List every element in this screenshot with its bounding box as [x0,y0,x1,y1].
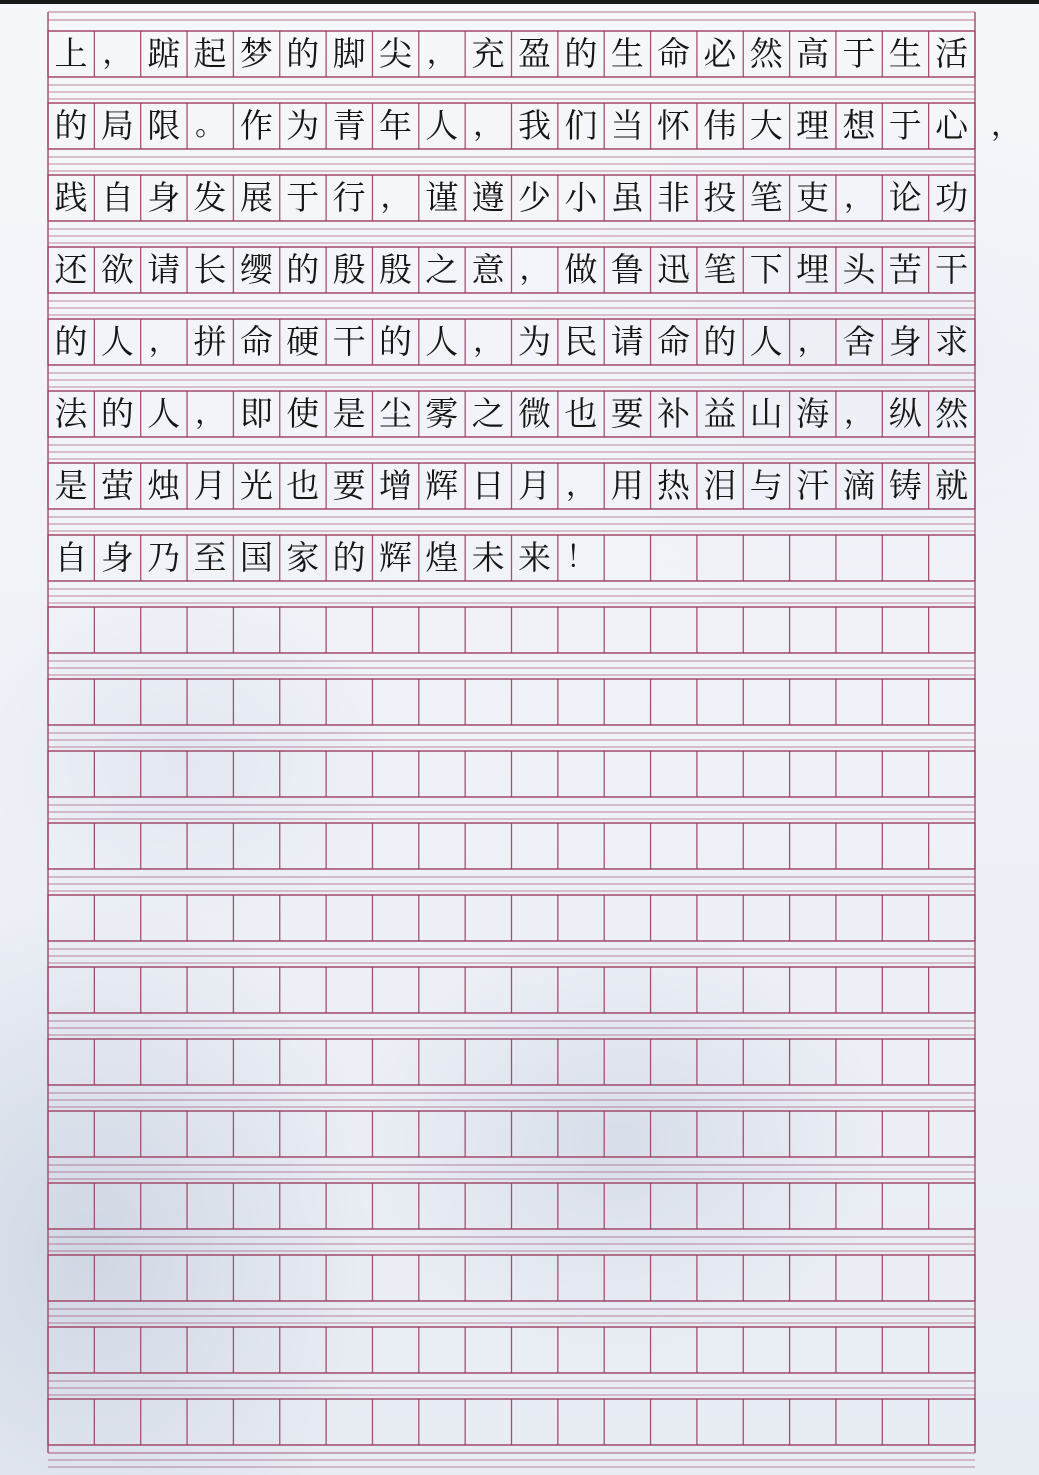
grid-character: 充 [471,34,505,73]
grid-character: 笔 [749,178,783,217]
grid-character: 日 [471,466,505,505]
grid-character: 迅 [657,250,691,289]
grid-character: 青 [332,106,366,145]
grid-character: 乃 [147,538,181,577]
grid-character: 未 [471,538,505,577]
grid-character: 微 [518,394,551,433]
grid-character: 的 [564,34,598,73]
grid-character: 上 [54,34,88,73]
grid-character: 生 [888,34,922,73]
grid-character: 殷 [332,250,366,289]
grid-character: ， [519,252,550,287]
grid-character: 小 [564,178,598,217]
grid-character: 必 [703,34,737,73]
grid-character: 的 [54,106,88,145]
grid-character: 民 [564,322,598,361]
grid-character: 干 [332,322,366,361]
grid-character: 国 [239,538,273,577]
grid-character: 热 [657,466,691,505]
grid-character: 之 [425,250,459,289]
grid-character: 命 [239,322,273,361]
grid-character: ， [148,324,179,359]
grid-character: 谨 [425,178,459,217]
grid-character: 然 [935,394,969,433]
grid-character: 要 [332,466,366,505]
grid-character: 投 [703,178,737,217]
grid-character: 的 [286,34,320,73]
grid-character: ， [797,324,828,359]
grid-character: 伟 [703,106,737,145]
grid-character: 发 [193,178,227,217]
grid-character: ， [195,396,226,431]
grid-character: ， [843,396,874,431]
grid-character: 然 [749,34,783,73]
grid-character: 自 [100,178,134,217]
grid-character: 也 [286,466,320,505]
grid-character: 。 [195,108,226,143]
grid-character: 下 [749,250,783,289]
grid-character: 作 [239,106,273,145]
grid-character: 苦 [888,250,922,289]
grid-character: ， [843,180,874,215]
grid-character: 与 [749,466,783,505]
grid-character: 们 [564,106,598,145]
grid-character: 为 [286,106,320,145]
grid-character: 头 [842,250,876,289]
grid-character: 起 [193,34,227,73]
grid-character: 想 [842,106,876,145]
grid-character: 月 [518,466,551,505]
grid-character: 虽 [610,178,644,217]
grid-character: 遵 [471,178,505,217]
grid-character: ， [426,36,457,71]
grid-character: 是 [54,466,88,505]
grid-character: 的 [703,322,737,361]
grid-character: ， [102,36,133,71]
grid-character: 舍 [842,322,876,361]
grid-character: 用 [610,466,644,505]
grid-character: 萤 [100,466,134,505]
grid-character: 滴 [842,466,876,505]
grid-character: 殷 [378,250,412,289]
grid-character: 来 [518,538,551,577]
grid-character: 山 [749,394,783,433]
grid-character: 怀 [657,106,691,145]
grid-character: 尖 [378,34,412,73]
grid-character: 身 [888,322,922,361]
grid-character: 脚 [332,34,366,73]
grid-character: 身 [100,538,134,577]
grid-character: 理 [796,106,830,145]
grid-character: 身 [147,178,181,217]
grid-character: 生 [610,34,644,73]
grid-character: 局 [100,106,134,145]
grid-character: 就 [935,466,969,505]
grid-character: 请 [147,250,181,289]
grid-character: 自 [54,538,88,577]
grid-character: 当 [610,106,644,145]
grid-character: 的 [54,322,88,361]
grid-character: 命 [657,322,691,361]
grid-character: 高 [796,34,830,73]
grid-character: 拼 [193,322,227,361]
grid-character: 的 [286,250,320,289]
grid-character: 长 [193,250,227,289]
grid-character: 益 [703,394,737,433]
grid-character: ， [473,324,504,359]
grid-character: 为 [518,322,551,361]
grid-character: 展 [239,178,273,217]
grid-character: 意 [471,250,505,289]
grid-character: 即 [239,394,273,433]
grid-character: 欲 [100,250,134,289]
grid-character: 缨 [239,250,273,289]
grid-character: 使 [286,394,320,433]
grid-character: 的 [332,538,366,577]
grid-character: 人 [749,322,783,361]
grid-character: 人 [147,394,181,433]
grid-character: ， [380,180,411,215]
grid-character: 人 [425,106,459,145]
grid-character: 论 [888,178,922,217]
grid-character: 于 [842,34,876,73]
grid-character: 法 [54,394,88,433]
grid-character: 命 [657,34,691,73]
grid-character: 月 [193,466,227,505]
grid-character: 之 [471,394,505,433]
grid-character: 人 [100,322,134,361]
grid-character: 梦 [239,34,273,73]
grid-character: 增 [378,466,412,505]
grid-character: 行 [332,178,366,217]
grid-character: 要 [610,394,644,433]
grid-character: 汗 [796,466,830,505]
grid-character: 年 [378,106,412,145]
grid-character: 也 [564,394,598,433]
grid-character: 埋 [796,250,830,289]
grid-character: 家 [286,538,320,577]
grid-character: 海 [796,394,830,433]
grid-character: ， [565,468,596,503]
grid-character: 辉 [378,538,412,577]
grid-character: 雾 [425,394,459,433]
grid-character: 辉 [425,466,459,505]
grid-character: 尘 [378,394,412,433]
grid-character: 于 [888,106,922,145]
grid-character: 泪 [703,466,737,505]
grid-character: 人 [425,322,459,361]
grid-character: 是 [332,394,366,433]
grid-character: 求 [935,322,969,361]
grid-character: 鲁 [610,250,644,289]
grid-character: 活 [935,34,969,73]
grid-character: 铸 [888,466,922,505]
grid-character: 做 [564,250,598,289]
grid-character: 的 [100,394,134,433]
grid-character: ！ [565,540,596,575]
grid-character: 烛 [147,466,181,505]
grid-character: 笔 [703,250,737,289]
grid-character: 限 [147,106,181,145]
grid-character: 于 [286,178,320,217]
grid-character: 光 [239,466,273,505]
grid-character: ， [473,108,504,143]
grid-character: 还 [54,250,88,289]
grid-character: 补 [657,394,691,433]
grid-character: 吏 [796,178,830,217]
grid-character: 请 [610,322,644,361]
grid-character: ， [991,108,1021,143]
grid-character: 煌 [425,538,459,577]
grid-character: 干 [935,250,969,289]
grid-character: 盈 [518,34,551,73]
grid-character: 纵 [888,394,922,433]
grid-character: 少 [518,178,551,217]
grid-character: 踮 [147,34,181,73]
grid-character: 大 [749,106,783,145]
grid-character: 功 [935,178,969,217]
grid-character: 的 [378,322,412,361]
grid-character: 至 [193,538,227,577]
grid-character: 硬 [286,322,320,361]
grid-character: 我 [518,106,551,145]
grid-character: 践 [54,178,88,217]
grid-character: 非 [657,178,691,217]
grid-character: 心 [935,106,969,145]
